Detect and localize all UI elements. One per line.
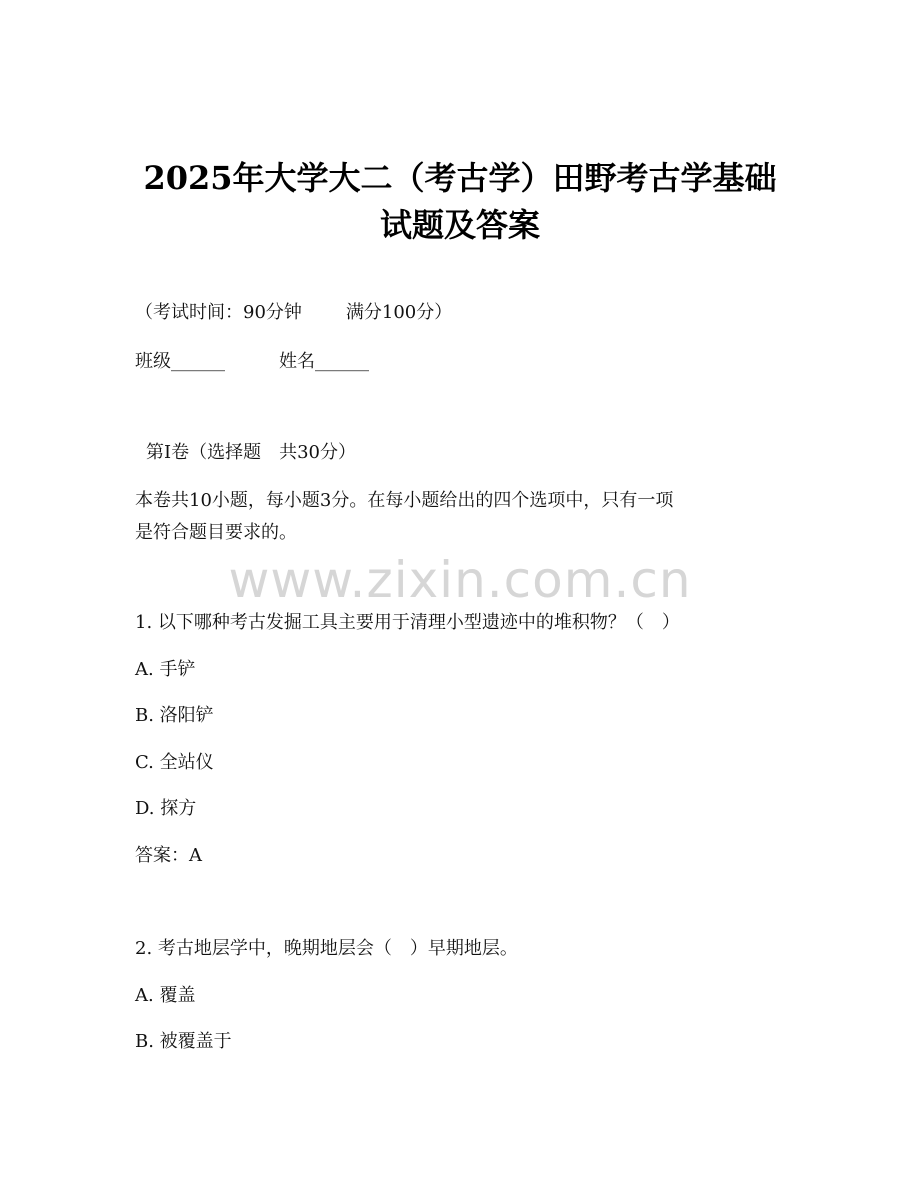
question-2-option-b: B. 被覆盖于: [135, 1031, 232, 1052]
document-title-line-2: 试题及答案: [379, 206, 540, 244]
section-heading: 第Ⅰ卷（选择题 共30分）: [146, 442, 357, 463]
question-2-option-a: A. 覆盖: [135, 985, 196, 1006]
exam-info: [135, 301, 452, 325]
question-1-option-d: D. 探方: [135, 798, 197, 819]
class-field-label: 班级______: [135, 351, 225, 372]
question-2-stem: 2. 考古地层学中，晚期地层会（ ）早期地层。: [135, 938, 518, 959]
name-field-label: 姓名______: [279, 351, 369, 372]
question-1-option-b: B. 洛阳铲: [135, 705, 214, 726]
section-instructions-line-1: 本卷共10小题，每小题3分。在每小题给出的四个选项中，只有一项: [135, 490, 674, 511]
section-instructions-line-2: 是符合题目要求的。: [135, 522, 297, 543]
exam-full-score: 满分100分）: [345, 302, 453, 323]
question-1-stem: 1. 以下哪种考古发掘工具主要用于清理小型遗迹中的堆积物？（ ）: [135, 612, 680, 633]
exam-time: （考试时间：90分钟: [135, 302, 302, 323]
document-title-line-1: 2025年大学大二（考古学）田野考古学基础: [143, 159, 777, 197]
question-1-answer: 答案：A: [135, 845, 202, 866]
student-info: [135, 350, 369, 374]
question-1-option-a: A. 手铲: [135, 659, 196, 680]
watermark: www.zixin.com.cn: [228, 551, 692, 609]
question-1-option-c: C. 全站仪: [135, 752, 214, 773]
